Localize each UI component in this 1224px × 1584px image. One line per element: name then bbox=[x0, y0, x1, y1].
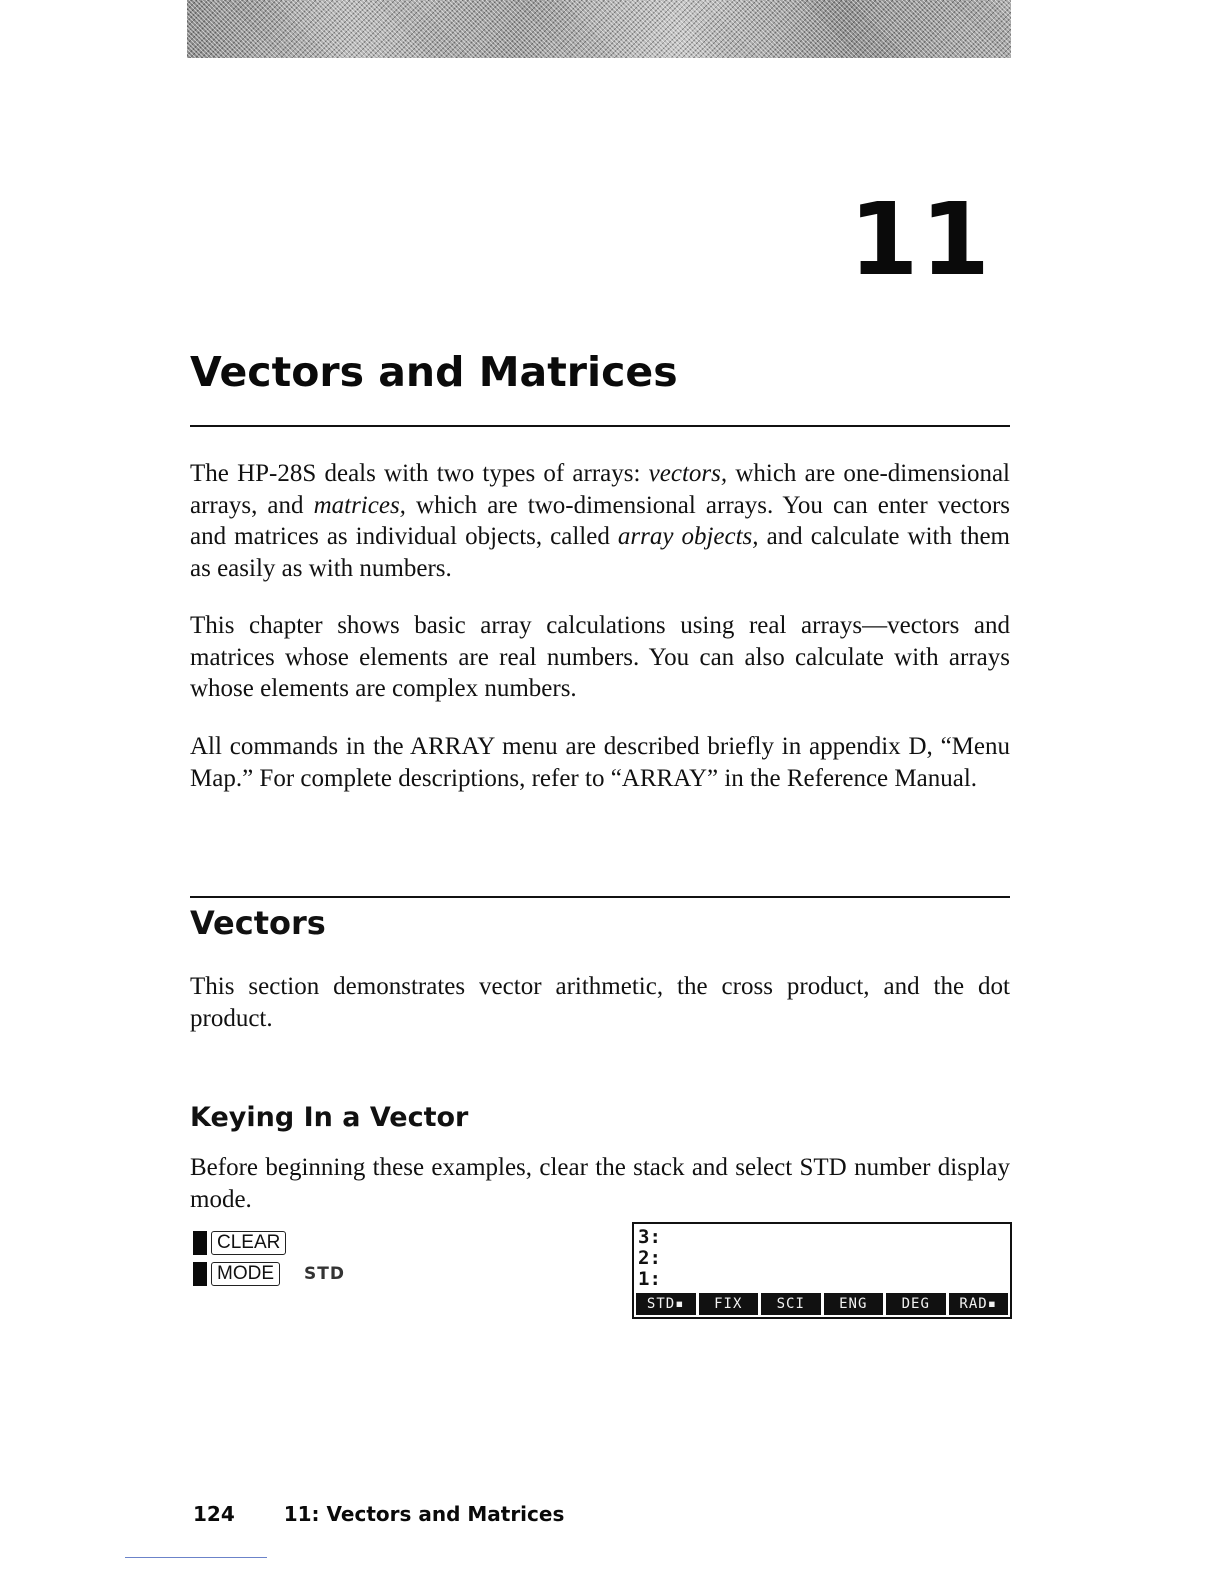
shift-key-icon bbox=[193, 1262, 207, 1286]
intro-paragraph-2: This chapter shows basic array calculations using real arrays—vectors and matrices whose elements are real numbers. You can also calculate with arrays whose elements are complex numbers. bbox=[190, 612, 1010, 702]
vectors-heading: Vectors bbox=[190, 904, 326, 942]
menu-key-rad: RAD▪ bbox=[949, 1293, 1009, 1315]
intro-text-c: which are two-dimensional arrays. You can enter vectors and matrices as individual objects, called bbox=[190, 491, 1010, 550]
calculator-display bbox=[632, 1222, 1012, 1319]
stack-level-2: 2: bbox=[638, 1247, 661, 1269]
clear-key-row bbox=[193, 1229, 286, 1257]
menu-key-sci: SCI bbox=[761, 1293, 821, 1315]
keying-heading: Keying In a Vector bbox=[190, 1102, 469, 1133]
chapter-number: 11 bbox=[848, 181, 992, 298]
term-vectors: vectors, bbox=[648, 460, 728, 487]
chapter-title: Vectors and Matrices bbox=[190, 348, 678, 396]
std-softkey-label: STD bbox=[304, 1264, 345, 1284]
intro-paragraph-3: All commands in the ARRAY menu are described briefly in appendix D, “Menu Map.” For complete descriptions, refer to “ARRAY” in the Reference Manual. bbox=[190, 733, 1010, 792]
mode-key-row bbox=[193, 1260, 345, 1288]
footer-chapter-ref: 11: Vectors and Matrices bbox=[283, 1502, 565, 1526]
term-array-objects: array objects, bbox=[617, 523, 759, 550]
mode-key: MODE bbox=[211, 1262, 280, 1286]
stack-level-1: 1: bbox=[638, 1268, 661, 1290]
intro-text-b: which are one-dimensional arrays, and bbox=[190, 460, 1010, 519]
chapter-title-rule bbox=[190, 425, 1010, 427]
page-number: 124 bbox=[193, 1502, 235, 1526]
intro-text-a: The HP-28S deals with two types of arrays: bbox=[190, 460, 649, 487]
menu-bar bbox=[636, 1293, 1008, 1315]
intro-paragraph-1 bbox=[190, 458, 1010, 584]
bottom-divider bbox=[125, 1557, 267, 1558]
clear-key: CLEAR bbox=[211, 1231, 286, 1255]
section-rule bbox=[190, 896, 1010, 898]
menu-key-deg: DEG bbox=[886, 1293, 946, 1315]
vectors-paragraph: This section demonstrates vector arithmetic, the cross product, and the dot product. bbox=[190, 973, 1010, 1032]
menu-key-eng: ENG bbox=[824, 1293, 884, 1315]
term-matrices: matrices, bbox=[313, 491, 406, 519]
menu-key-fix: FIX bbox=[699, 1293, 759, 1315]
intro-text-d: and calculate with them as easily as with numbers. bbox=[190, 523, 1010, 582]
menu-key-std: STD▪ bbox=[636, 1293, 696, 1315]
chapter-banner bbox=[187, 0, 1011, 58]
stack-level-3: 3: bbox=[638, 1226, 661, 1248]
shift-key-icon bbox=[193, 1231, 207, 1255]
page-footer bbox=[193, 1502, 564, 1526]
keying-paragraph: Before beginning these examples, clear the stack and select STD number display mode. bbox=[190, 1154, 1010, 1213]
